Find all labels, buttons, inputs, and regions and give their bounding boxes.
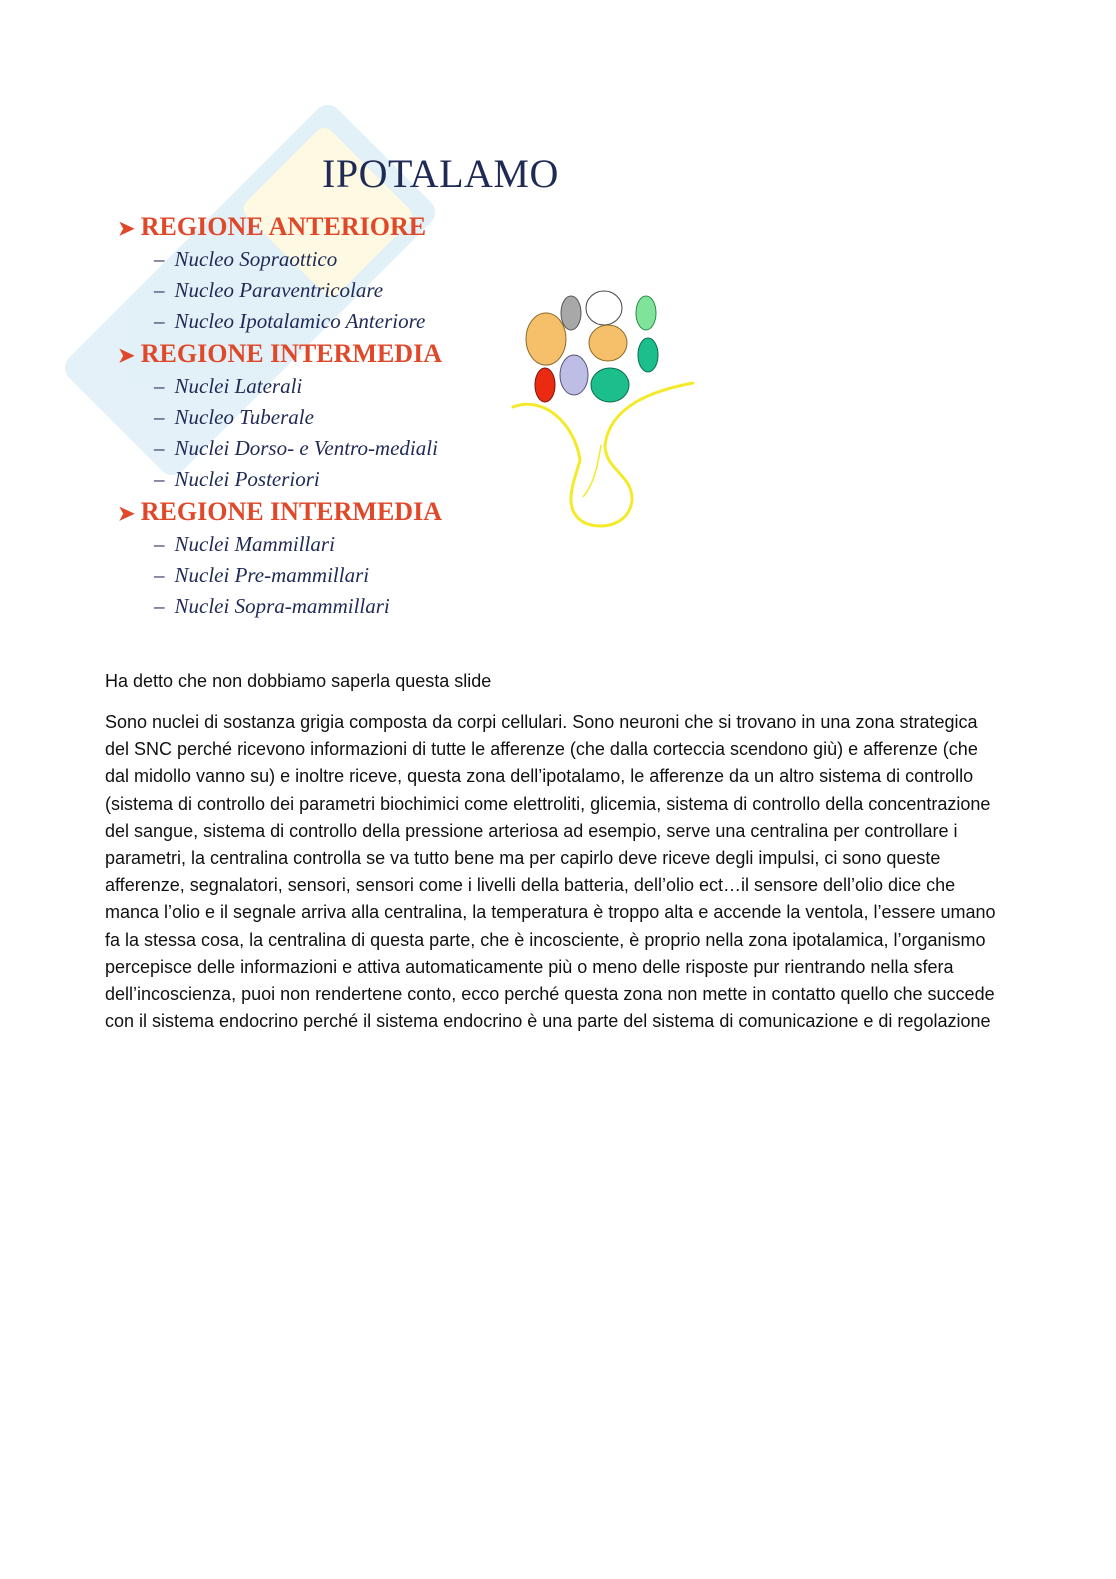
nucleus-blob-gray bbox=[561, 296, 581, 330]
nucleus-blob-teal bbox=[591, 368, 629, 402]
arrow-bullet-icon: ➤ bbox=[118, 218, 135, 240]
list-item: – Nucleo Ipotalamico Anteriore bbox=[154, 309, 426, 333]
pituitary-inner-line bbox=[583, 445, 601, 497]
notes-remark: Ha detto che non dobbiamo saperla questa slide bbox=[105, 671, 492, 691]
section-anterior bbox=[118, 210, 518, 337]
list-item: – Nucleo Paraventricolare bbox=[154, 278, 384, 302]
nucleus-blob-red bbox=[535, 368, 555, 402]
pituitary-outline bbox=[513, 383, 693, 526]
notes-paragraph: Sono nuclei di sostanza grigia composta da corpi cellulari. Sono neuroni che si trovano in una zona strategica del SNC perché ricevono informazioni di tutte le afferenze (che dalla corteccia scendono giù) e afferenze (che dal midollo vanno su) e inoltre riceve, questa zona dell’ipotalamo, le afferenze da un altro sistema di controllo (sistema di controllo dei parametri biochimici come elettroliti, glicemia, sistema di controllo della concentrazione del sangue, sistema di controllo della pressione arteriosa ad esempio, serve una centralina per controllare i parametri, la centralina controlla se va tutto bene ma per capirlo deve riceve degli impulsi, ci sono queste afferenze, segnalatori, sensori, sensori come i livelli della batteria, dell’olio ect…il sensore dell’olio dice che manca l’olio e il segnale arriva alla centralina, la temperatura è troppo alta e accende la ventola, l’essere umano fa la stessa cosa, la centralina di questa parte, che è incosciente, è proprio nella zona ipotalamica, l’organismo percepisce delle informazioni e attiva automaticamente più o meno delle risposte pur rientrando nella sfera dell’incoscienza, puoi non rendertene conto, ecco perché questa zona non mette in contatto quello che succede con il sistema endocrino perché il sistema endocrino è una parte del sistema di comunicazione e di regolazione bbox=[105, 712, 996, 1032]
section-heading: ➤ REGIONE ANTERIORE bbox=[118, 212, 427, 241]
section-posterior bbox=[118, 495, 518, 622]
list-item: – Nuclei Pre-mammillari bbox=[154, 563, 370, 587]
slide-title: IPOTALAMO bbox=[322, 151, 559, 196]
nucleus-blob-white bbox=[586, 291, 622, 325]
section-heading: ➤ REGIONE INTERMEDIA bbox=[118, 339, 442, 368]
notes-body bbox=[105, 668, 1005, 1035]
list-item: – Nuclei Dorso- e Ventro-mediali bbox=[154, 436, 438, 460]
nucleus-blob-lavender bbox=[560, 355, 588, 395]
nucleus-blob-orange bbox=[589, 325, 627, 361]
hypothalamus-diagram bbox=[505, 285, 705, 535]
nucleus-blob-teal-small bbox=[638, 338, 658, 372]
nucleus-blob-orange-large bbox=[526, 313, 566, 365]
list-item: – Nuclei Sopra-mammillari bbox=[154, 594, 390, 618]
list-item: – Nucleo Tuberale bbox=[154, 405, 314, 429]
list-item: – Nuclei Posteriori bbox=[154, 467, 320, 491]
section-intermediate bbox=[118, 337, 518, 495]
arrow-bullet-icon: ➤ bbox=[118, 503, 135, 525]
list-item: – Nuclei Laterali bbox=[154, 374, 303, 398]
list-item: – Nucleo Sopraottico bbox=[154, 247, 338, 271]
slide-section-list bbox=[118, 210, 518, 622]
nucleus-blob-lightgreen bbox=[636, 296, 656, 330]
list-item: – Nuclei Mammillari bbox=[154, 532, 335, 556]
section-heading: ➤ REGIONE INTERMEDIA bbox=[118, 497, 442, 526]
arrow-bullet-icon: ➤ bbox=[118, 345, 135, 367]
